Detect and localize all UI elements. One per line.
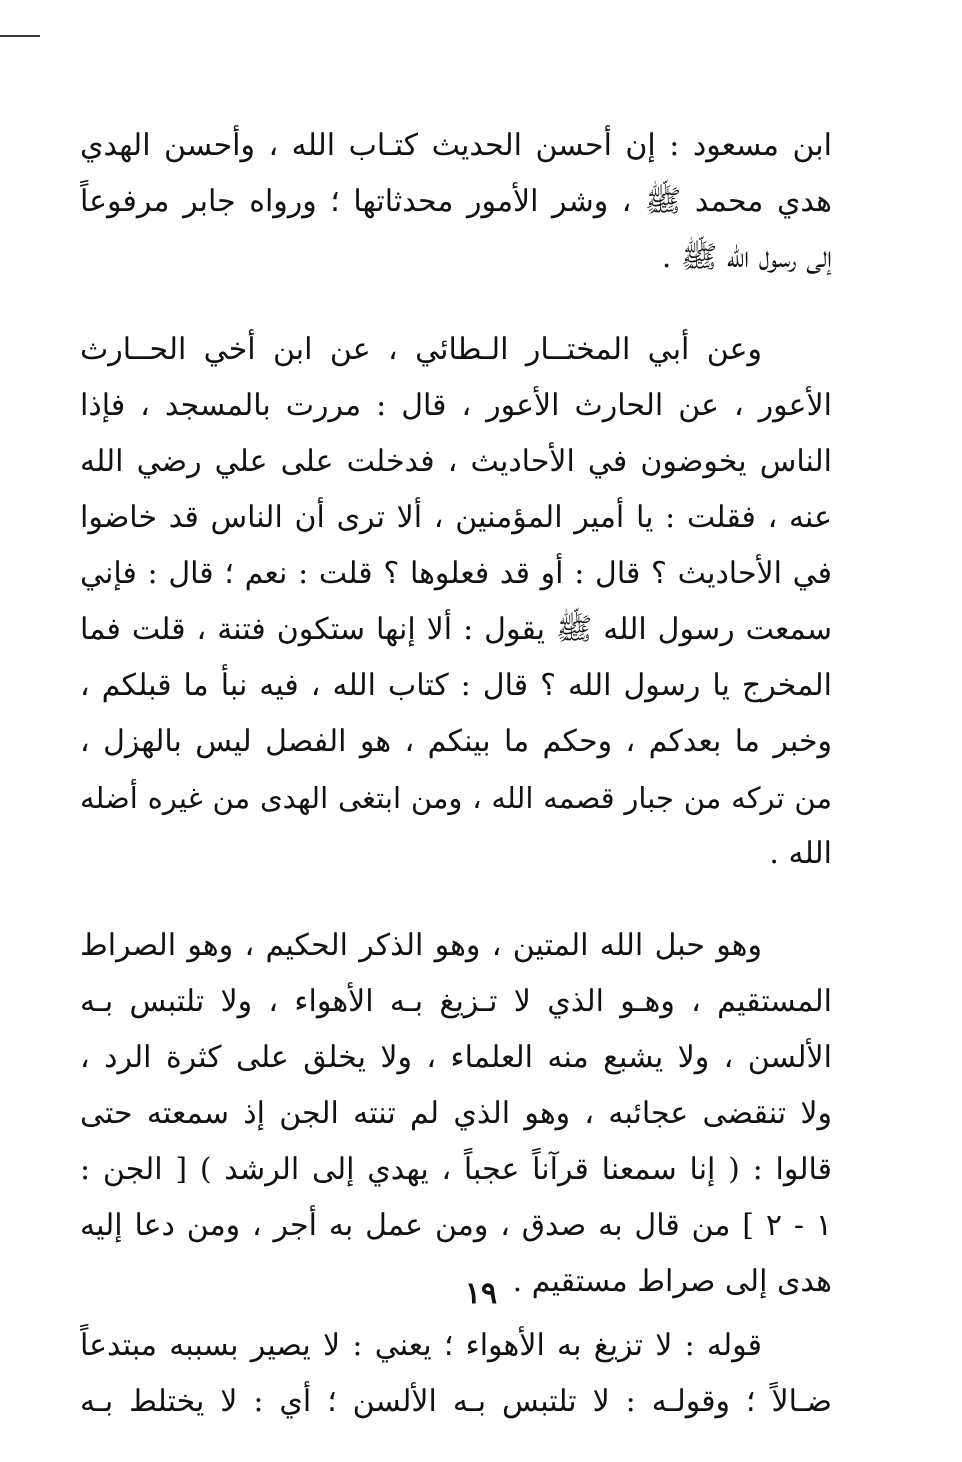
text-line: الله . xyxy=(769,836,832,871)
text-line: سمعت رسول الله ﷺ يقول : ألا إنها ستكون فتنة ، قلت فما xyxy=(80,612,832,647)
text-line: ولا تنقضى عجائبه ، وهو الذي لم تنته الجن إذ سمعته حتى xyxy=(80,1096,832,1131)
text-line: المخرج يا رسول الله ؟ قال : كتاب الله ، فيه نبأ ما قبلكم ، xyxy=(80,668,832,703)
paragraph-3 xyxy=(80,918,832,1310)
text-line: عنه ، فقلت : يا أمير المؤمنين ، ألا ترى أن الناس قد خاضوا xyxy=(80,500,832,535)
text-line: ١ - ٢ ] من قال به صدق ، ومن عمل به أجر ، ومن دعا إليه xyxy=(80,1208,832,1243)
text-line: هدي محمد ﷺ ، وشر الأمور محدثاتها ؛ ورواه جابر مرفوعاً xyxy=(80,184,832,219)
paragraph-1 xyxy=(80,118,832,286)
text-line: المستقيم ، وهـو الذي لا تـزيغ بـه الأهواء ، ولا تلتبس بـه xyxy=(80,984,832,1019)
text-line: وخبر ما بعدكم ، وحكم ما بينكم ، هو الفصل ليس بالهزل ، xyxy=(80,724,832,759)
text-line: إلى رسول الله ﷺ . xyxy=(661,240,832,275)
text-line: ضـالاً ؛ وقولـه : لا تلتبس بـه الألسن ؛ أي : لا يختلط بـه xyxy=(80,1384,832,1419)
text-line: الأعور ، عن الحارث الأعور ، قال : مررت بالمسجد ، فإذا xyxy=(80,388,832,423)
text-line: الألسن ، ولا يشبع منه العلماء ، ولا يخلق على كثرة الرد ، xyxy=(80,1040,832,1075)
text-line: في الأحاديث ؟ قال : أو قد فعلوها ؟ قلت : نعم ؛ قال : فإني xyxy=(80,556,832,591)
paragraph-4 xyxy=(80,1318,832,1430)
text-line: قالوا : ( إنا سمعنا قرآناً عجباً ، يهدي إلى الرشد ) [ الجن : xyxy=(80,1152,832,1187)
text-line: وعن أبي المختــار الـطائي ، عن ابن أخي الحــارث xyxy=(80,332,762,367)
text-line: قوله : لا تزيغ به الأهواء ؛ يعني : لا يصير بسببه مبتدعاً xyxy=(80,1328,762,1363)
text-line: من تركه من جبار قصمه الله ، ومن ابتغى الهدى من غيره أضله xyxy=(80,781,832,815)
text-line: ابن مسعود : إن أحسن الحديث كتـاب الله ، وأحسن الهدي xyxy=(80,128,832,163)
paragraph-gap xyxy=(80,286,832,322)
paragraph-2 xyxy=(80,322,832,882)
page-body xyxy=(80,118,832,1430)
corner-rule xyxy=(0,35,40,37)
text-line: الناس يخوضون في الأحاديث ، فدخلت على علي رضي الله xyxy=(80,444,832,479)
text-line: هدى إلى صراط مستقيم . xyxy=(512,1264,832,1299)
page-number: ١٩ xyxy=(464,1276,498,1311)
text-line: وهو حبل الله المتين ، وهو الذكر الحكيم ، وهو الصراط xyxy=(80,928,762,963)
paragraph-gap xyxy=(80,882,832,918)
